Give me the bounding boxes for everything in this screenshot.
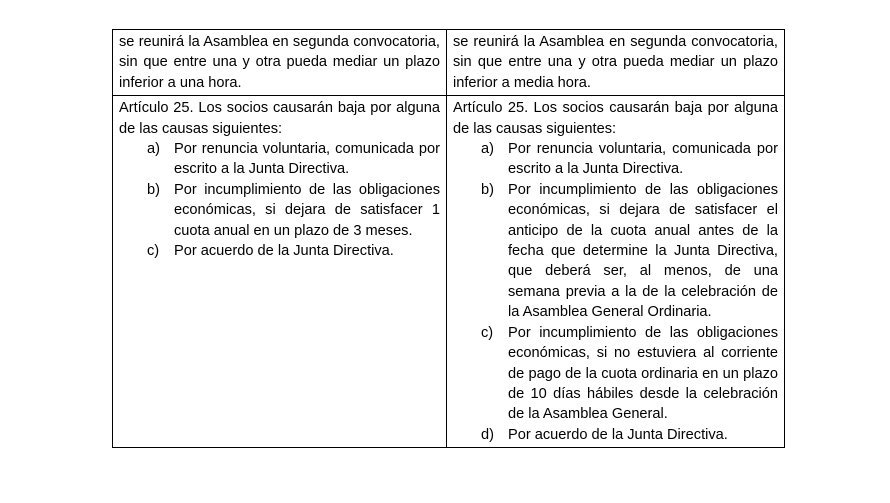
list-marker: d): [481, 426, 494, 443]
list-marker: a): [147, 141, 160, 158]
list-item: [453, 180, 778, 323]
article-heading: Artículo 25. Los socios causarán baja por alguna de las causas siguientes:: [119, 100, 440, 137]
table-cell-original: [113, 30, 447, 96]
list-item-text: Por incumplimiento de las obligaciones económicas, si dejara de satisfacer 1 cuota anual en un plazo de 3 meses.: [174, 181, 440, 239]
table-cell-amended: [447, 96, 785, 448]
list-item: [119, 139, 440, 180]
list-item-text: Por renuncia voluntaria, comunicada por escrito a la Junta Directiva.: [174, 141, 440, 178]
cell-paragraph: se reunirá la Asamblea en segunda convocatoria, sin que entre una y otra pueda mediar un plazo inferior a una hora.: [119, 34, 440, 91]
list-item: [119, 180, 440, 241]
list-item-text: Por renuncia voluntaria, comunicada por escrito a la Junta Directiva.: [508, 141, 778, 178]
list-item: [453, 323, 778, 425]
list-marker: c): [147, 243, 160, 260]
comparison-document: [112, 29, 778, 448]
list-item: [453, 139, 778, 180]
causes-list: [453, 139, 778, 445]
list-item-text: Por acuerdo de la Junta Directiva.: [174, 243, 394, 260]
list-item-text: Por incumplimiento de las obligaciones económicas, si no estuviera al corriente de pago de la cuota ordinaria en un plazo de 10 días hábiles desde la celebración de la Asamblea General.: [508, 324, 778, 423]
article-heading: Artículo 25. Los socios causarán baja por alguna de las causas siguientes:: [453, 100, 778, 137]
list-item: [453, 425, 778, 445]
list-marker: b): [481, 181, 494, 198]
causes-list: [119, 139, 440, 261]
cell-paragraph: se reunirá la Asamblea en segunda convocatoria, sin que entre una y otra pueda mediar un plazo inferior a media hora.: [453, 34, 778, 91]
list-marker: a): [481, 141, 494, 158]
list-item-text: Por acuerdo de la Junta Directiva.: [508, 426, 728, 443]
table-cell-amended: [447, 30, 785, 96]
list-item-text: Por incumplimiento de las obligaciones económicas, si dejara de satisfacer el anticipo de la cuota anual antes de la fecha que determine la Junta Directiva, que deberá ser, al menos, de una semana previa a la de la celebración de la Asamblea General Ordinaria.: [508, 181, 778, 321]
table-row: [113, 30, 785, 96]
table-cell-original: [113, 96, 447, 448]
table-row: [113, 96, 785, 448]
comparison-table: [112, 29, 785, 448]
list-marker: b): [147, 181, 160, 198]
list-marker: c): [481, 324, 494, 341]
list-item: [119, 241, 440, 261]
